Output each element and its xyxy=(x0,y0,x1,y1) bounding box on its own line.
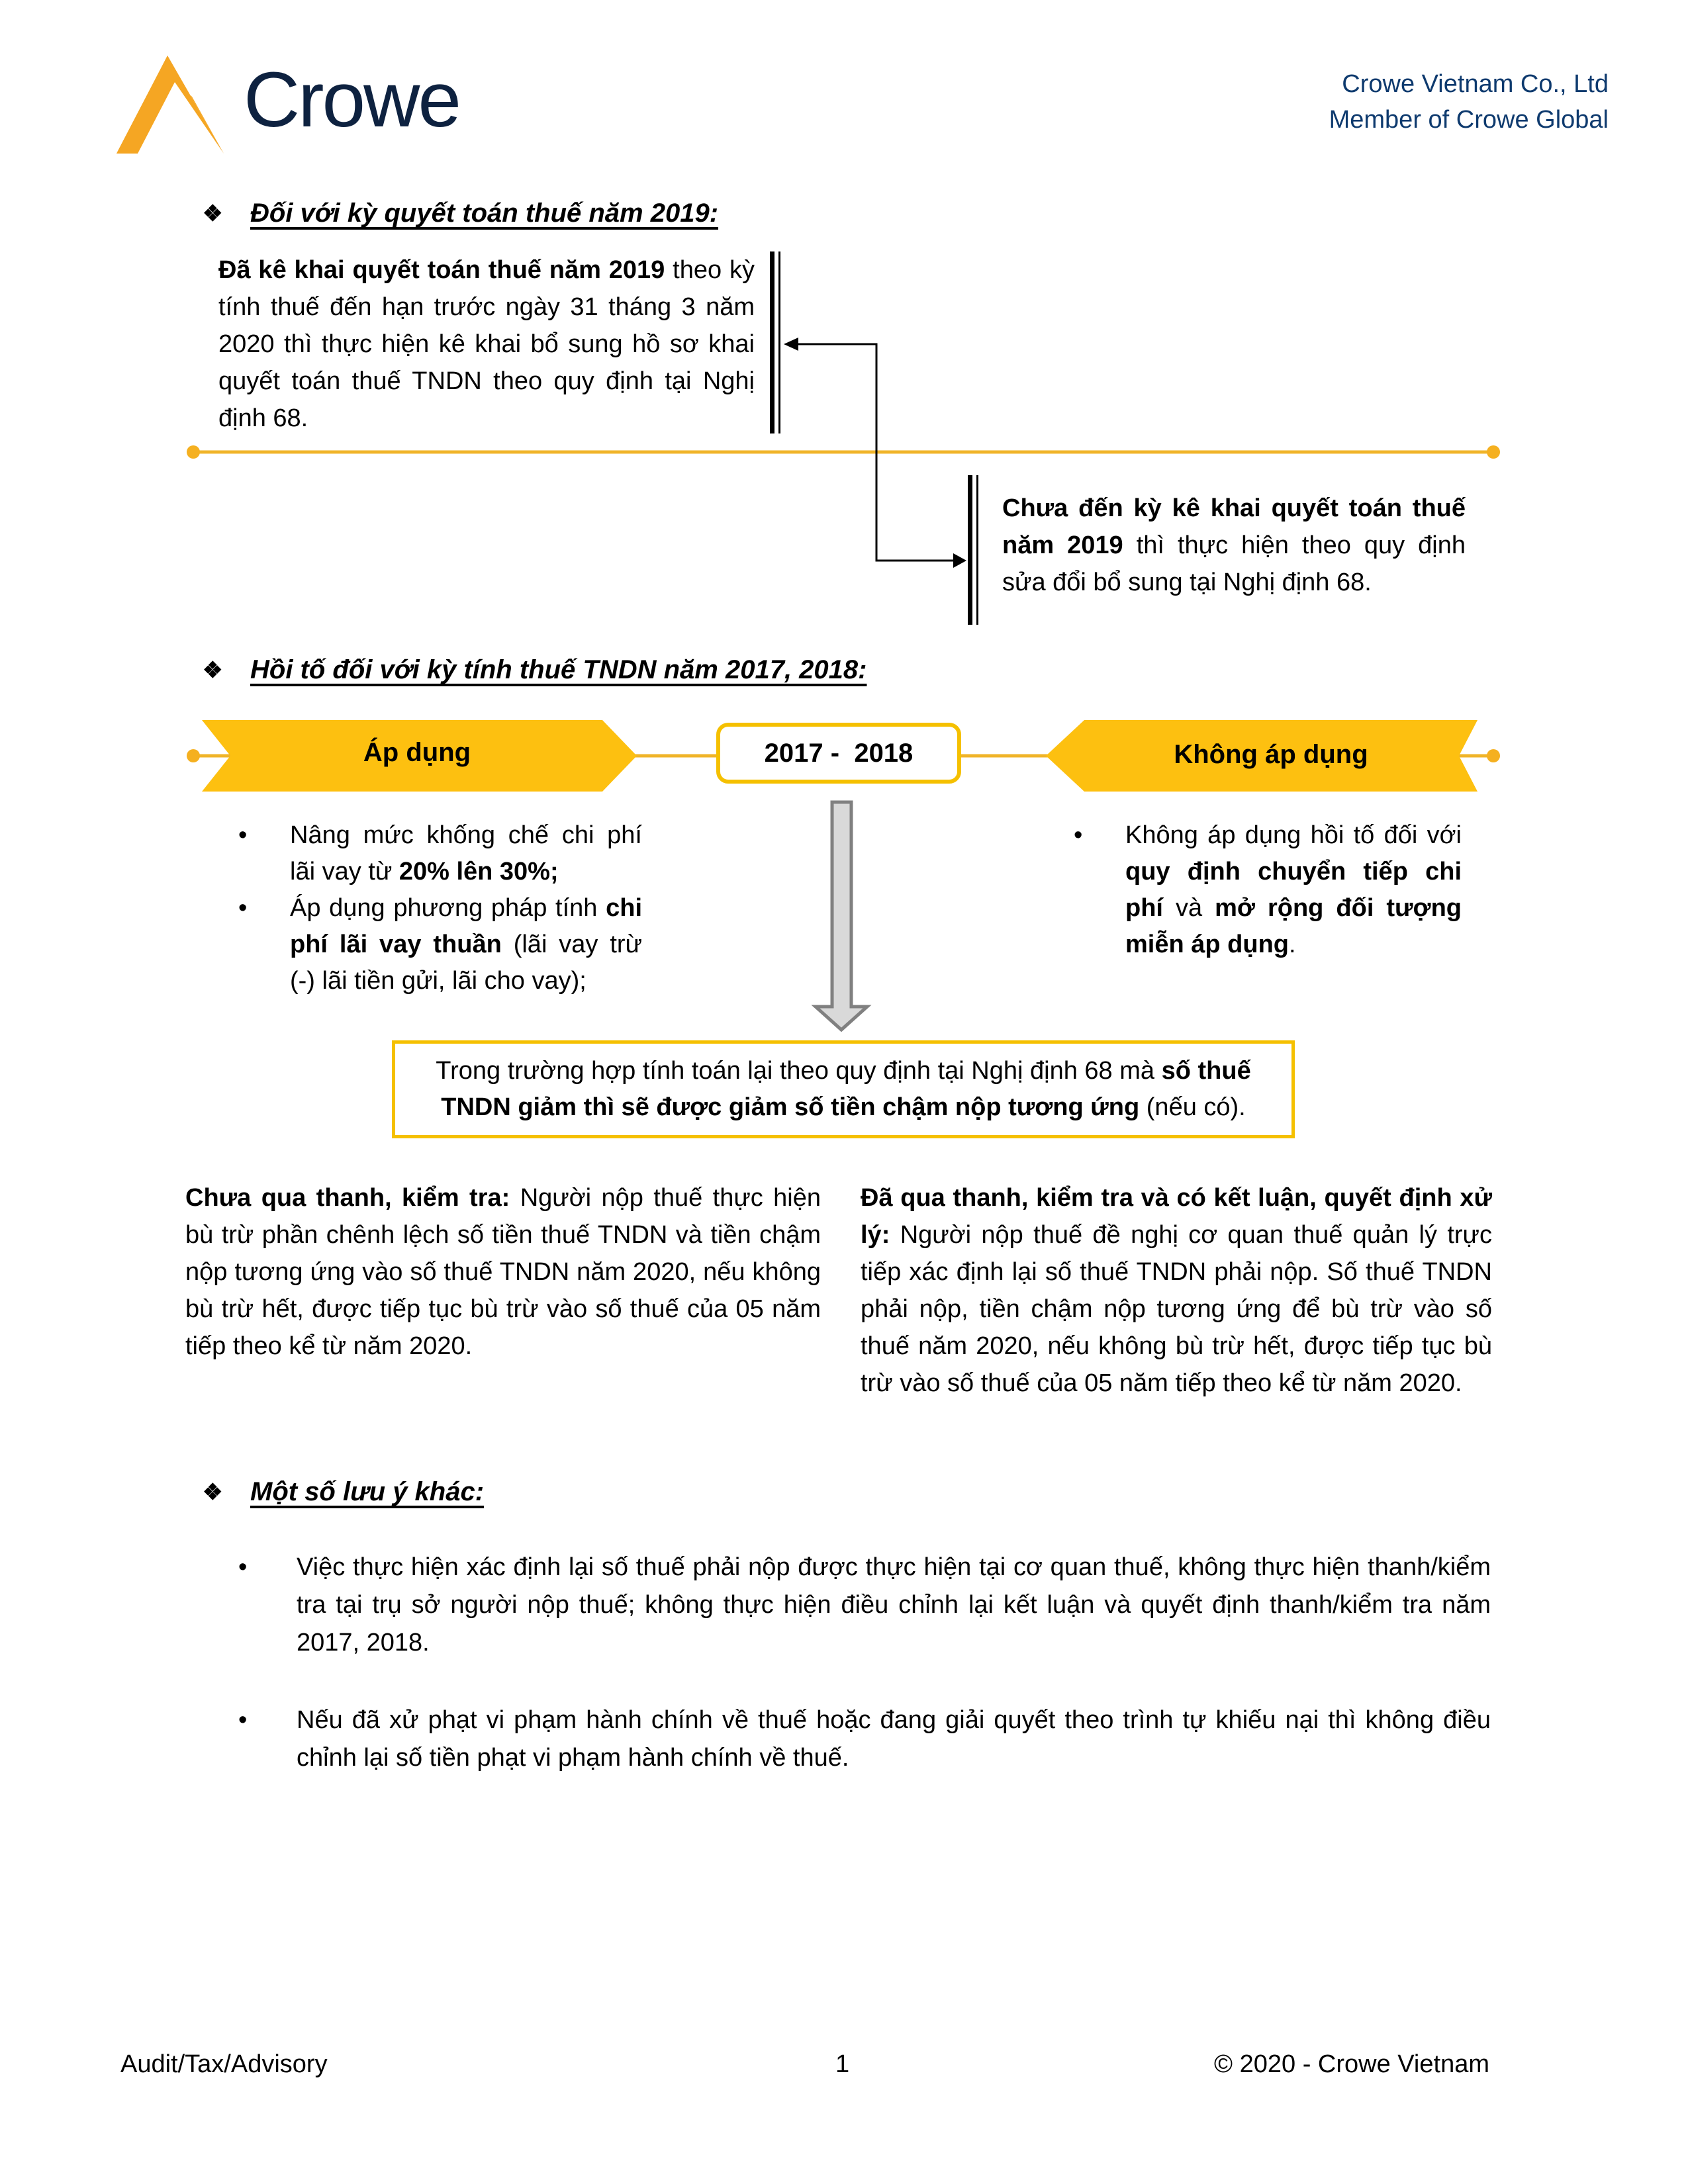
not-inspected-text: Chưa qua thanh, kiểm tra: Người nộp thuế thực hiện bù trừ phần chênh lệch số tiền thuế TNDN và tiền chậm nộp tương ứng vào số thuế TNDN năm 2020, nếu không bù trừ hết, được tiếp tục bù trừ vào số thuế của 05 năm tiếp theo kể từ năm 2020. xyxy=(185,1184,821,1360)
list-item: • Áp dụng phương pháp tính chi phí lãi vay thuần (lãi vay trừ (-) lãi tiền gửi, lãi cho vay); xyxy=(238,890,642,999)
company-membership: Member of Crowe Global xyxy=(1329,106,1609,134)
connector-line xyxy=(793,344,959,561)
year-range-box: 2017 - 2018 xyxy=(716,723,961,784)
not-apply-label: Không áp dụng xyxy=(1174,740,1368,769)
section-title: Hồi tố đối với kỳ tính thuế TNDN năm 2017, 2018: xyxy=(250,655,867,684)
page-number: 1 xyxy=(835,2050,850,2078)
footer-copyright: © 2020 - Crowe Vietnam xyxy=(1214,2050,1489,2078)
double-bar-divider xyxy=(770,251,780,433)
double-bar-divider xyxy=(968,475,978,625)
diamond-bullet-icon: ❖ xyxy=(203,657,223,683)
timeline-dot-left xyxy=(187,445,200,459)
crowe-logo-icon xyxy=(111,56,224,154)
list-item: • Nâng mức khống chế chi phí lãi vay từ 20% lên 30%; xyxy=(238,817,642,890)
timeline-dot-right xyxy=(1487,445,1500,459)
not-apply-list xyxy=(1074,817,1462,963)
timeline-dot-left xyxy=(187,749,200,762)
other-notes-list xyxy=(238,1549,1491,1817)
inspected-heading: Đã qua thanh, kiểm tra và có kết luận, quyết định xử lý: xyxy=(861,1184,1492,1249)
footer-services: Audit/Tax/Advisory xyxy=(120,2050,328,2078)
down-arrow-icon xyxy=(816,802,867,1030)
arrow-left-icon xyxy=(784,338,798,351)
filed-2019-text xyxy=(218,251,755,437)
section-heading-other-notes xyxy=(203,1477,484,1507)
late-payment-note-box: Trong trường hợp tính toán lại theo quy định tại Nghị định 68 mà số thuế TNDN giảm thì sẽ được giảm số tiền chậm nộp tương ứng (nếu có). xyxy=(392,1040,1295,1138)
timeline-dot-right xyxy=(1487,749,1500,762)
inspected-text: Đã qua thanh, kiểm tra và có kết luận, quyết định xử lý: Người nộp thuế đề nghị cơ quan thuế quản lý trực tiếp xác định lại số thuế TNDN phải nộp. Số thuế TNDN phải nộp, tiền chậm nộp tương ứng để bù trừ vào số thuế năm 2020, nếu không bù trừ hết, được tiếp tục bù trừ vào số thuế của 05 năm tiếp theo kể từ năm 2020. xyxy=(861,1184,1492,1397)
section-title: Một số lưu ý khác: xyxy=(250,1477,485,1506)
company-name: Crowe Vietnam Co., Ltd xyxy=(1342,70,1609,98)
section-heading-2019 xyxy=(203,199,718,228)
list-item: • Nếu đã xử phạt vi phạm hành chính về thuế hoặc đang giải quyết theo trình tự khiếu nại thì không điều chỉnh lại số tiền phạt vi phạm hành chính về thuế. xyxy=(238,1702,1491,1777)
diamond-bullet-icon: ❖ xyxy=(203,1479,223,1505)
apply-list xyxy=(238,817,642,999)
not-filed-2019-bold: Chưa đến kỳ kê khai quyết toán thuế năm 2019 xyxy=(1002,494,1466,559)
list-item: • Không áp dụng hồi tố đối với quy định chuyển tiếp chi phí và mở rộng đối tượng miễn áp dụng. xyxy=(1074,817,1462,963)
list-item: • Việc thực hiện xác định lại số thuế phải nộp được thực hiện tại cơ quan thuế, không thực hiện thanh/kiểm tra tại trụ sở người nộp thuế; không thực hiện điều chỉnh lại kết luận và quyết định thanh/kiểm tra năm 2017, 2018. xyxy=(238,1549,1491,1662)
filed-2019-body: theo kỳ tính thuế đến hạn trước ngày 31 tháng 3 năm 2020 thì thực hiện kê khai bổ sung hồ sơ khai quyết toán thuế TNDN theo quy định tại Nghị định 68. xyxy=(218,256,755,432)
logo-wordmark: Crowe xyxy=(244,56,459,144)
company-info xyxy=(1329,66,1609,138)
section-heading-retroactive xyxy=(203,655,867,685)
diamond-bullet-icon: ❖ xyxy=(203,201,223,226)
section-title: Đối với kỳ quyết toán thuế năm 2019: xyxy=(250,199,719,228)
not-filed-2019-text xyxy=(1002,490,1466,601)
not-filed-2019-body: thì thực hiện theo quy định sửa đổi bổ sung tại Nghị định 68. xyxy=(1002,531,1466,596)
arrow-right-icon xyxy=(953,553,966,568)
filed-2019-bold: Đã kê khai quyết toán thuế năm 2019 xyxy=(218,256,665,284)
not-inspected-heading: Chưa qua thanh, kiểm tra: xyxy=(185,1184,510,1212)
apply-label: Áp dụng xyxy=(363,738,471,767)
